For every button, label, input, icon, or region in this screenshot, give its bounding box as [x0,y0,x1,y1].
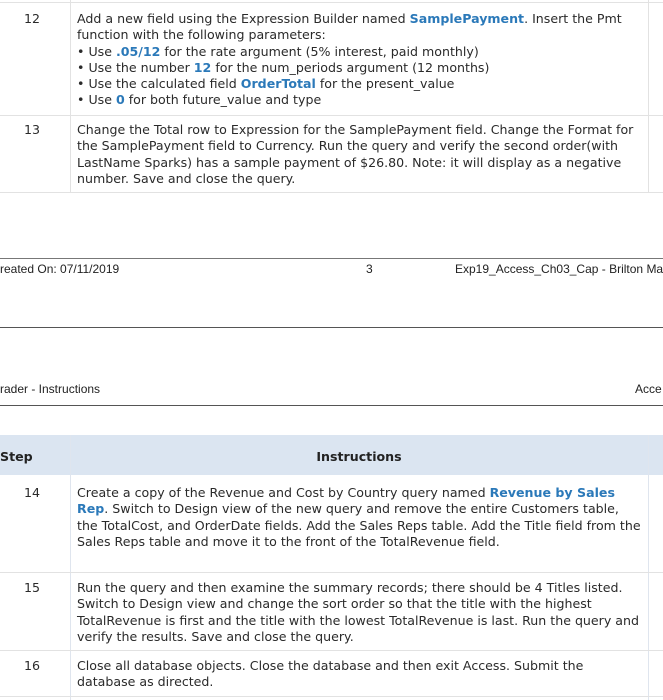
table-header-row [0,435,663,475]
column-divider [648,435,649,700]
step-instructions: Close all database objects. Close the database and then exit Access. Submit the database as directed. [77,658,584,690]
step-instructions: Run the query and then examine the summary records; there should be 4 Titles listed. Switch to Design view and change the sort order so that the title with the highest TotalRevenue is first and the title with the lowest TotalRevenue is last. Run the query and verify the results. Save and close the query. [77,580,639,644]
row-divider [0,650,663,651]
column-header-step: Step [0,449,33,464]
step-number: 16 [23,658,41,673]
bullet-item: • Use the calculated field OrderTotal for the present_value [77,76,643,92]
bullet-item: • Use the number 12 for the num_periods argument (12 months) [77,60,643,76]
column-divider [70,0,71,192]
column-header-instructions: Instructions [316,449,402,464]
column-divider [648,0,649,192]
row-divider [0,2,663,3]
step-number: 14 [23,485,41,500]
document-name: Exp19_Access_Ch03_Cap - Brilton Ma [455,262,663,276]
step-instructions: Add a new field using the Expression Builder named SamplePayment. Insert the Pmt function with the following parameters: • Use .05/12 for the rate argument (5% interest, paid monthly) • Use the number 12 for the num_periods argument (12 months) • Use the calculated field OrderTotal for the present_value • Use 0 for both future_value and type [77,11,643,109]
created-date: reated On: 07/11/2019 [0,262,120,276]
row-divider [0,696,663,697]
bullet-item: • Use .05/12 for the rate argument (5% interest, paid monthly) [77,44,643,60]
column-divider [70,435,71,700]
header-title: rader - Instructions [0,382,101,396]
step-instructions: Change the Total row to Expression for the SamplePayment field. Change the Format for the SamplePayment field to Currency. Run the query and verify the second order(with LastName Sparks) has a sample payment of $26.80. Note: it will display as a negative number. Save and close the query. [77,122,634,186]
field-name-highlight: SamplePayment [409,11,525,26]
row-divider [0,572,663,573]
page-break [0,327,663,328]
row-divider [0,115,663,116]
step-number: 15 [23,580,41,595]
bullet-item: • Use 0 for both future_value and type [77,92,643,108]
footer-rule [0,258,663,259]
header-app: Acce [635,382,662,396]
step-instructions: Create a copy of the Revenue and Cost by Country query named Revenue by Sales Rep. Switch to Design view of the new query and remove the entire Customers table, the TotalCost, and OrderDate fields. Add the Sales Reps table. Add the Title field from the Sales Reps table and move it to the front of the TotalRevenue field. [77,485,641,549]
step-number: 13 [23,122,41,137]
header-rule [0,405,663,406]
step-number: 12 [23,11,41,26]
row-divider [0,192,663,193]
page-number: 3 [366,262,373,276]
query-name-highlight: Revenue by Sales Rep [77,485,615,517]
